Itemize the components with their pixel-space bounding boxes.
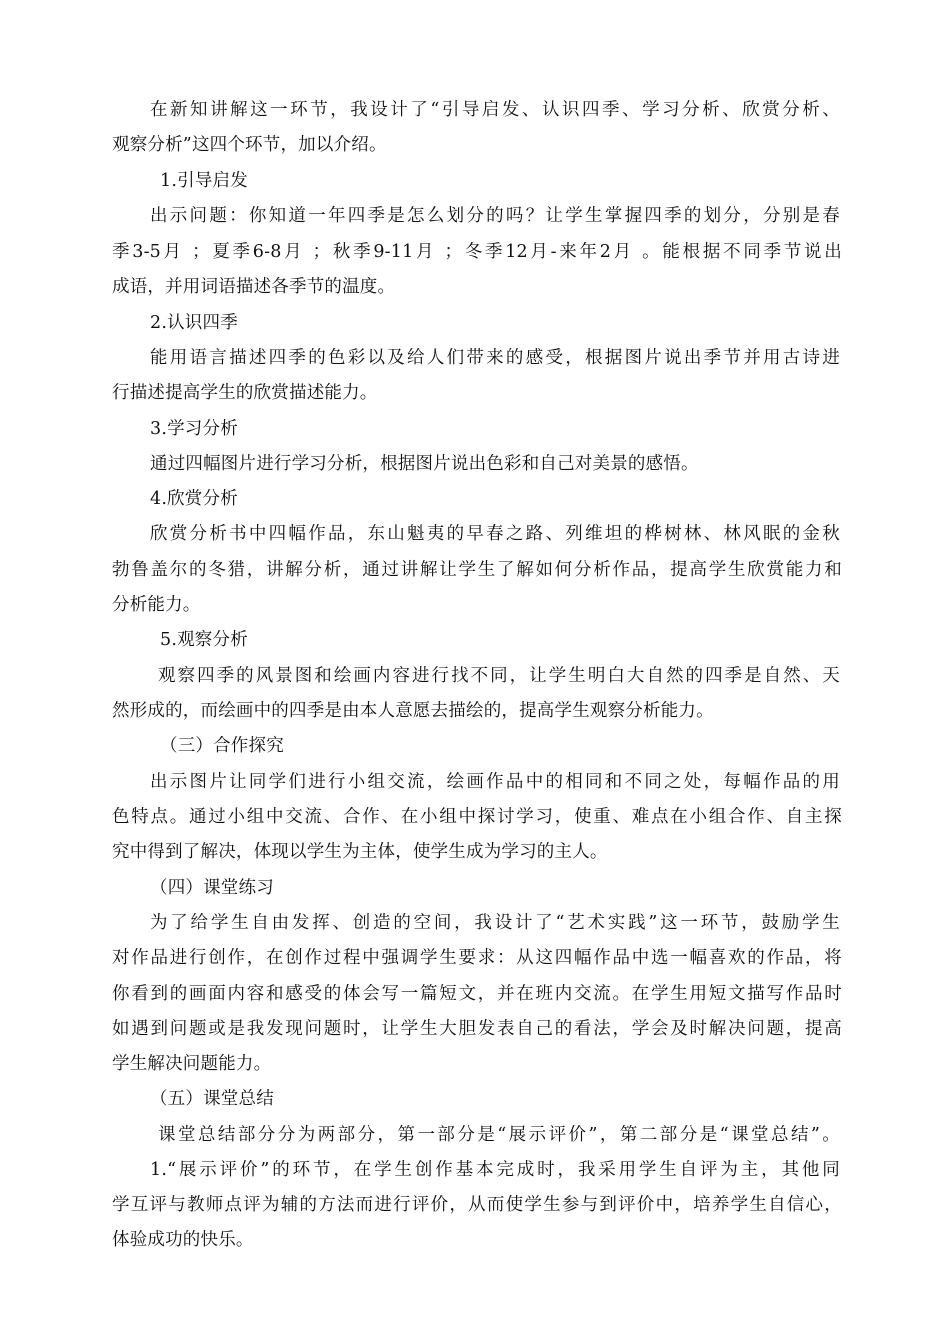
section-heading: 2.认识四季 xyxy=(150,313,238,333)
paragraph-line: 色特点。通过小组中交流、合作、在小组中探讨学习，使重、难点在小组合作、自主探 xyxy=(112,807,842,827)
paragraph-line: 学互评与教师点评为辅的方法而进行评价，从而使学生参与到评价中，培养学生自信心， xyxy=(112,1195,842,1215)
paragraph-line: 勃鲁盖尔的冬猎，讲解分析，通过讲解让学生了解如何分析作品，提高学生欣赏能力和 xyxy=(112,560,842,580)
paragraph-line: 如遇到问题或是我发现问题时，让学生大胆发表自己的看法，学会及时解决问题，提高 xyxy=(112,1019,842,1039)
paragraph-line: 体验成功的快乐。 xyxy=(112,1230,254,1250)
paragraph-line: 出示问题：你知道一年四季是怎么划分的吗？让学生掌握四季的划分，分别是春 xyxy=(150,206,840,226)
section-heading: （三）合作探究 xyxy=(160,736,284,756)
paragraph-line: 学生解决问题能力。 xyxy=(112,1054,272,1074)
paragraph-line: 究中得到了解决，体现以学生为主体，使学生成为学习的主人。 xyxy=(112,842,608,862)
paragraph-line: 成语，并用词语描述各季节的温度。 xyxy=(112,277,396,297)
paragraph-line: 你看到的画面内容和感受的体会写一篇短文，并在班内交流。在学生用短文描写作品时 xyxy=(112,984,842,1004)
section-heading: 5.观察分析 xyxy=(160,630,248,650)
paragraph-line: 季3-5月 ；夏季6-8月 ；秋季9-11月 ；冬季12月-来年2月 。能根据不同季节说出 xyxy=(112,242,842,262)
paragraph-line: 为了给学生自由发挥、创造的空间，我设计了“艺术实践”这一环节，鼓励学生 xyxy=(150,913,840,933)
paragraph-line: 观察四季的风景图和绘画内容进行找不同，让学生明白大自然的四季是自然、天 xyxy=(158,666,840,686)
paragraph-line: 能用语言描述四季的色彩以及给人们带来的感受，根据图片说出季节并用古诗进 xyxy=(150,348,840,368)
paragraph-line: 通过四幅图片进行学习分析，根据图片说出色彩和自己对美景的感悟。 xyxy=(150,454,699,474)
section-heading: 4.欣赏分析 xyxy=(150,489,238,509)
paragraph-line: 分析能力。 xyxy=(112,595,201,615)
paragraph-line: 对作品进行创作，在创作过程中强调学生要求：从这四幅作品中选一幅喜欢的作品，将 xyxy=(112,948,842,968)
section-heading: 1.引导启发 xyxy=(160,171,248,191)
paragraph-line: 课堂总结部分分为两部分，第一部分是“展示评价”，第二部分是“课堂总结”。 xyxy=(158,1125,840,1145)
section-heading: （四）课堂练习 xyxy=(150,878,274,898)
paragraph-line: 1.“展示评价”的环节，在学生创作基本完成时，我采用学生自评为主，其他同 xyxy=(150,1160,840,1180)
section-heading: 3.学习分析 xyxy=(150,419,238,439)
paragraph-line: 然形成的，而绘画中的四季是由本人意愿去描绘的，提高学生观察分析能力。 xyxy=(112,701,714,721)
paragraph-line: 在新知讲解这一环节，我设计了“引导启发、认识四季、学习分析、欣赏分析、 xyxy=(150,100,840,120)
paragraph-line: 欣赏分析书中四幅作品，东山魁夷的早春之路、列维坦的桦树林、林风眠的金秋 xyxy=(150,524,840,544)
section-heading: （五）课堂总结 xyxy=(150,1089,274,1109)
paragraph-line: 行描述提高学生的欣赏描述能力。 xyxy=(112,383,378,403)
paragraph-line: 出示图片让同学们进行小组交流，绘画作品中的相同和不同之处，每幅作品的用 xyxy=(150,772,840,792)
paragraph-line: 观察分析”这四个环节，加以介绍。 xyxy=(112,135,387,155)
